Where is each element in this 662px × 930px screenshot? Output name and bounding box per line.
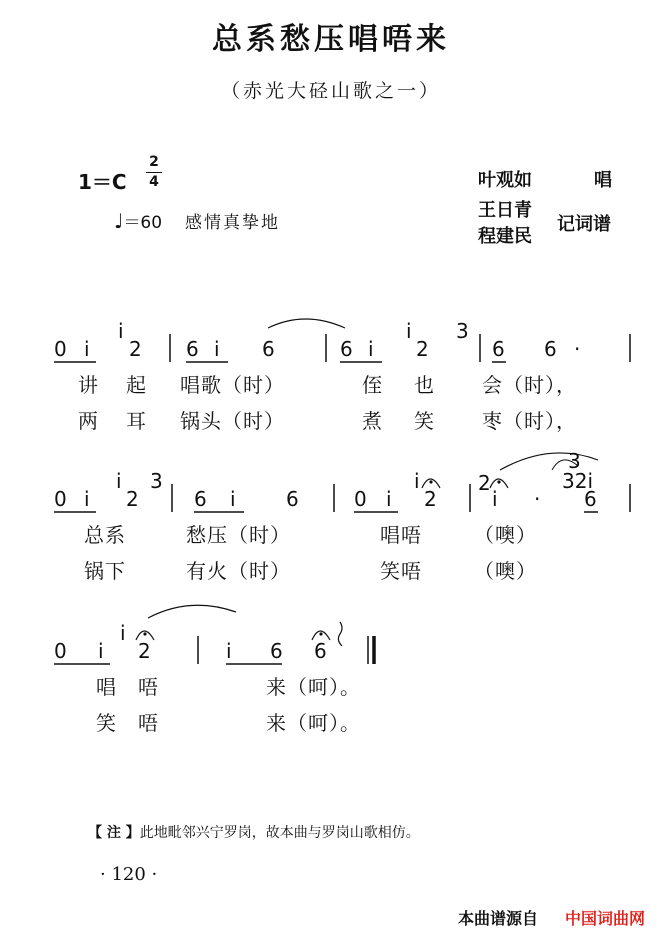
footnote [88,822,420,842]
lyric: 两 [78,409,99,433]
expression-marking: 感情真挚地 [185,213,280,233]
lyric: （噢） [474,559,537,583]
lyric: 起 [126,373,147,397]
lyric: 愁压（时） [186,523,291,547]
score-line-3 [54,605,374,664]
note: 2 [424,487,437,511]
lyric: 来（呵）。 [266,675,361,699]
grace-note: 32i [562,469,594,493]
recorder-name-1: 王日青 [478,200,532,221]
note: i [84,337,90,361]
note: 6 [262,337,275,361]
lyric: 唱唔 [380,523,422,547]
source-label: 本曲谱源自 [458,909,539,928]
lyric: 煮 [362,409,383,433]
quarter-note-icon: ♩ [114,209,124,233]
grace-note: 3 [150,469,163,493]
lyric: 有火（时） [186,559,291,583]
lyric: 耳 [126,409,147,433]
lyric: 侄 [362,373,383,397]
lyric: 总系 [84,523,126,547]
lyrics-line-2 [84,523,537,583]
note: 6 [340,337,353,361]
note: 0 [54,337,67,361]
lyric: 唱歌（时） [180,373,285,397]
note: i [226,639,232,663]
recorder-name-2: 程建民 [478,226,532,247]
time-signature-top: 2 [149,154,159,170]
singer-name: 叶观如 [478,170,532,191]
lyric: 枣（时）， [482,409,577,433]
page-number: · 120 · [100,864,158,885]
lyric: （噢） [474,523,537,547]
note: 0 [54,639,67,663]
note: 6 [186,337,199,361]
grace-note: i [414,469,420,493]
note: 2 [416,337,429,361]
lyric: 笑唔 [380,559,422,583]
note: 6 [270,639,283,663]
note: 6 [544,337,557,361]
note: i [84,487,90,511]
note: 6 [314,639,327,663]
note: 2 [126,487,139,511]
lyric: 会（时）， [482,373,577,397]
grace-note: i [120,621,126,645]
note: 2 [138,639,151,663]
grace-note: 2 [478,471,491,495]
source-site: 中国词曲网 [565,909,646,928]
note: i [368,337,374,361]
footnote-text: 此地毗邻兴宁罗岗，故本曲与罗岗山歌相仿。 [139,825,420,841]
dot: · [574,337,581,361]
tempo-value: ＝60 [123,213,163,233]
recorder-role: 记词谱 [557,214,611,235]
note: i [98,639,104,663]
grace-note: i [116,469,122,493]
grace-note: 3 [456,319,469,343]
note: 0 [354,487,367,511]
note: 6 [584,487,597,511]
lyrics-line-1 [78,373,577,433]
note: 2 [129,337,142,361]
key-signature: 1＝C [78,170,127,194]
lyric: 锅头（时） [180,409,285,433]
note: 6 [286,487,299,511]
lyric: 笑 [414,409,435,433]
score-line-1 [54,319,630,362]
dot: · [534,487,541,511]
note: 6 [492,337,505,361]
note: 6 [194,487,207,511]
lyric: 唔 [138,675,159,699]
grace-note: i [118,319,124,343]
note: i [492,487,498,511]
lyric: 来（呵）。 [266,711,361,735]
singer-role: 唱 [594,170,612,191]
note: i [214,337,220,361]
tuplet-number: 3 [568,449,581,473]
note: i [230,487,236,511]
lyric: 锅下 [84,559,126,583]
page-subtitle: （赤光大硁山歌之一） [220,80,441,102]
grace-note: i [406,319,412,343]
note: i [386,487,392,511]
lyric: 唔 [138,711,159,735]
lyric: 唱 [96,675,117,699]
lyrics-line-3 [96,675,361,735]
score-line-2 [54,449,630,512]
lyric: 笑 [96,711,117,735]
note: 0 [54,487,67,511]
lyric: 讲 [78,373,99,397]
page-title: 总系愁压唱唔来 [212,22,450,57]
footnote-tag: 【 注 】 [88,825,140,841]
time-signature-bottom: 4 [149,174,159,190]
lyric: 也 [414,373,435,397]
